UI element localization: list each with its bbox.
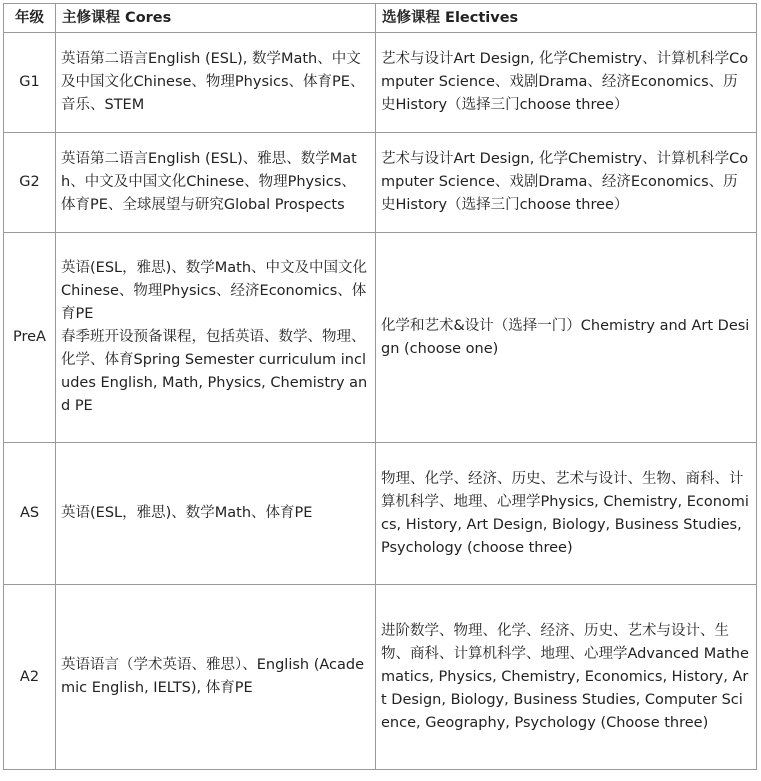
electives-cell: 进阶数学、物理、化学、经济、历史、艺术与设计、生物、商科、计算机科学、地理、心理学Advanced Mathematics, Physics, Chemistry, Economics, History, Art Design, Biology, Business Studies, Computer Science, Geography, Psychology (Choose three) (376, 585, 757, 770)
cores-cell: 英语(ESL，雅思)、数学Math、体育PE (56, 443, 376, 585)
cores-spring-semester-note: 春季班开设预备课程，包括英语、数学、物理、化学、体育Spring Semester curriculum includes English, Math, Physics, Chemistry and PE (61, 329, 368, 414)
electives-cell: 化学和艺术&设计（选择一门）Chemistry and Art Design (choose one) (376, 233, 757, 443)
grade-cell: PreA (4, 233, 56, 443)
electives-cell: 艺术与设计Art Design, 化学Chemistry、计算机科学Computer Science、戏剧Drama、经济Economics、历史History（选择三门choose three） (376, 133, 757, 233)
grade-cell: G1 (4, 33, 56, 133)
electives-cell: 物理、化学、经济、历史、艺术与设计、生物、商科、计算机科学、地理、心理学Physics, Chemistry, Economics, History, Art Design, Biology, Business Studies, Psychology (choose three) (376, 443, 757, 585)
cores-core-subjects: 英语(ESL，雅思)、数学Math、中文及中国文化Chinese、物理Physics、经济Economics、体育PE (61, 260, 368, 322)
header-grade: 年级 (4, 4, 56, 33)
cores-cell (56, 233, 376, 443)
header-cores: 主修课程 Cores (56, 4, 376, 33)
header-electives: 选修课程 Electives (376, 4, 757, 33)
grade-cell: A2 (4, 585, 56, 770)
table-row-a2 (4, 585, 757, 770)
table-row-g1 (4, 33, 757, 133)
table-row-prea (4, 233, 757, 443)
grade-cell: G2 (4, 133, 56, 233)
table-header-row (4, 4, 757, 33)
electives-cell: 艺术与设计Art Design, 化学Chemistry、计算机科学Computer Science、戏剧Drama、经济Economics、历史History（选择三门choose three） (376, 33, 757, 133)
grade-cell: AS (4, 443, 56, 585)
table-row-as (4, 443, 757, 585)
cores-cell: 英语第二语言English (ESL), 数学Math、中文及中国文化Chinese、物理Physics、体育PE、音乐、STEM (56, 33, 376, 133)
cores-cell: 英语第二语言English (ESL)、雅思、数学Math、中文及中国文化Chinese、物理Physics、体育PE、全球展望与研究Global Prospects (56, 133, 376, 233)
table-row-g2 (4, 133, 757, 233)
cores-cell: 英语语言（学术英语、雅思）、English (Academic English, IELTS), 体育PE (56, 585, 376, 770)
curriculum-table (3, 3, 757, 770)
